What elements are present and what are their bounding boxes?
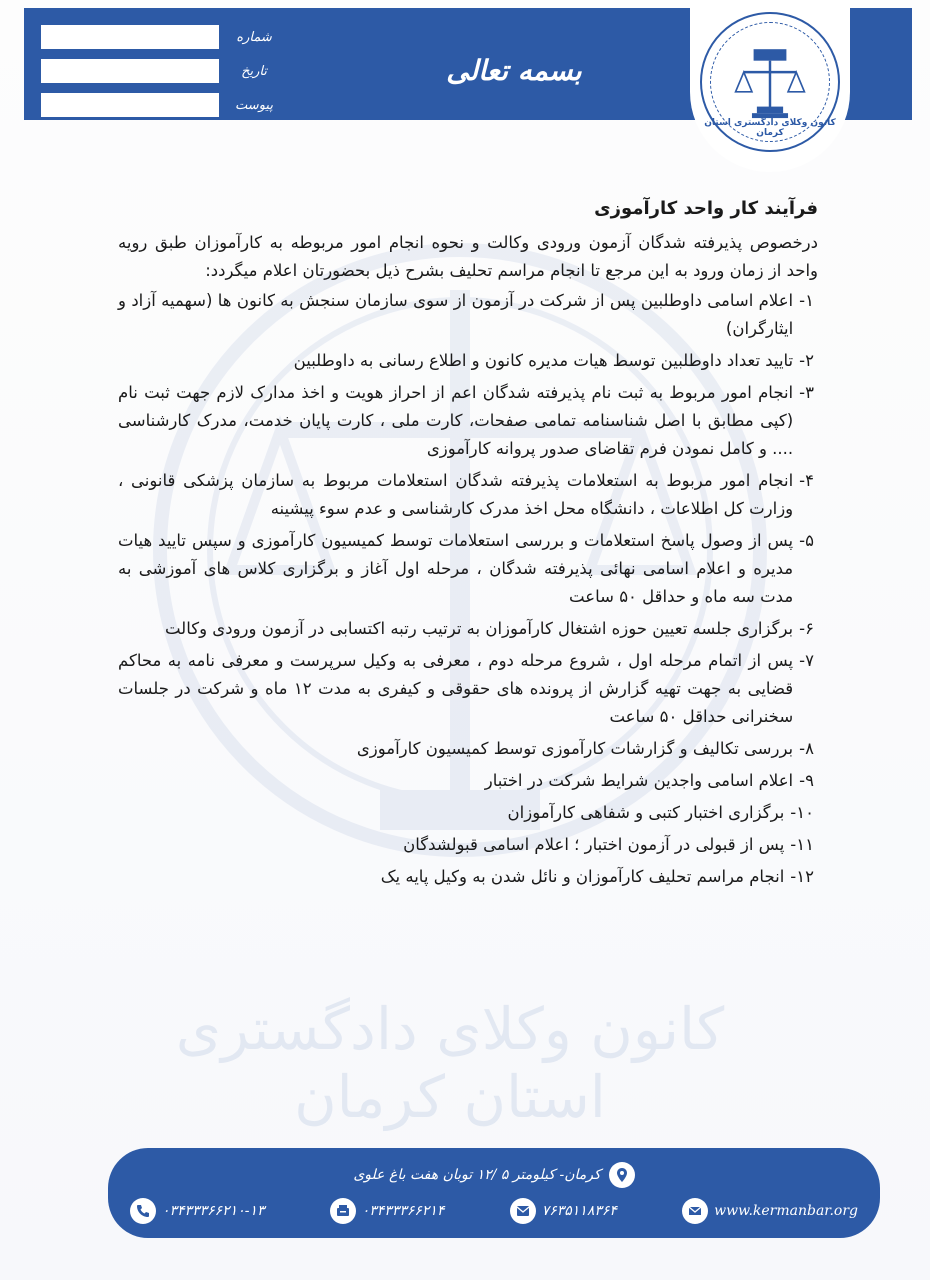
address-text: کرمان- کیلومتر ۵ /۱۲ توبان هفت باغ علوی [353,1167,601,1183]
phone-icon [130,1198,156,1224]
step-text: تایید تعداد داوطلبین توسط هیات مدیره کانون و اطلاع رسانی به داوطلبین [293,351,794,370]
step-number: ۱- [799,291,814,310]
step-text: انجام امور مربوط به ثبت نام پذیرفته شدگان اعم از احراز هویت و اخذ مدارک لازم جهت ثبت نام (کپی مطابق با اصل شناسنامه تمامی صفحات، کارت ملی ، کارت پایان خدمت، مدرک کارشناسی .... و کامل نمودن فرم تقاضای صدور پروانه کارآموزی [118,383,794,458]
step-number: ۷- [799,651,814,670]
list-item [118,799,814,827]
step-text: انجام امور مربوط به استعلامات پذیرفته شدگان استعلامات مربوط به سازمان پزشکی قانونی ، وزارت کل اطلاعات ، دانشگاه محل اخذ مدرک کارشناسی و عدم سوء پیشینه [118,471,794,518]
logo-panel [690,0,850,172]
step-number: ۶- [799,619,814,638]
step-number: ۸- [799,739,814,758]
document-body [118,195,818,895]
step-text: اعلام اسامی واجدین شرایط شرکت در اختبار [484,771,794,790]
step-text: انجام مراسم تحلیف کارآموزان و نائل شدن به وکیل پایه یک [380,867,785,886]
step-number: ۲- [799,351,814,370]
step-number: ۱۱- [790,835,814,854]
watermark-text: کانون وکلای دادگستری استان کرمان [175,995,725,1131]
list-item [118,767,814,795]
step-text: اعلام اسامی داوطلبین پس از شرکت در آزمون از سوی سازمان سنجش به کانون ها (سهمیه آزاد و ایثارگران) [118,291,794,338]
phone-number[interactable]: ۰۳۴۳۳۳۶۶۲۱۰-۱۳ [162,1203,265,1219]
list-item [118,379,814,463]
meta-row-number [40,24,290,50]
location-icon [609,1162,635,1188]
list-item [118,735,814,763]
postal-icon [510,1198,536,1224]
basmala-heading: بسمه تعالی [446,54,582,87]
attachment-field [41,93,219,117]
postal-contact [510,1198,617,1224]
website-contact [682,1198,858,1224]
meta-row-attachment [40,92,290,118]
number-field [41,25,219,49]
steps-list [118,287,818,891]
step-number: ۱۲- [790,867,814,886]
step-number: ۹- [799,771,814,790]
contacts-row [130,1198,858,1224]
step-text: برگزاری اختبار کتبی و شفاهی کارآموزان [507,803,785,822]
letter-footer [108,1148,880,1238]
list-item [118,863,814,891]
logo-caption: کانون وکلای دادگستری استان کرمان [704,118,836,138]
fax-contact [330,1198,445,1224]
step-number: ۴- [799,471,814,490]
step-number: ۵- [799,531,814,550]
step-text: پس از وصول پاسخ استعلامات و بررسی استعلامات توسط کمیسیون کارآموزی و سپس تایید هیات مدیره و اعلام اسامی نهائی پذیرفته شدگان ، مرحله اول آغاز و برگزاری کلاس های آموزشی به مدت سه ماه و حداقل ۵۰ ساعت [118,531,794,606]
step-number: ۳- [799,383,814,402]
step-text: برگزاری جلسه تعیین حوزه اشتغال کارآموزان به ترتیب رتبه اکتسابی در آزمون ورودی وکالت [164,619,794,638]
address-line [108,1162,880,1188]
date-label: تاریخ [219,59,289,83]
scales-emblem-icon [729,41,811,123]
meta-row-date [40,58,290,84]
list-item [118,615,814,643]
website-link[interactable]: www.kermanbar.org [714,1203,858,1219]
meta-box [40,24,290,118]
list-item [118,831,814,859]
date-field [41,59,219,83]
list-item [118,347,814,375]
fax-number: ۰۳۴۳۳۳۶۶۲۱۴ [361,1203,445,1219]
list-item [118,287,814,343]
document-intro: درخصوص پذیرفته شدگان آزمون ورودی وکالت و نحوه انجام امور مربوطه به کارآموزان طبق رویه واحد از زمان ورود به این مرجع تا انجام مراسم تحلیف بشرح ذیل بحضورتان اعلام میگردد: [118,233,818,280]
mail-icon [682,1198,708,1224]
step-text: پس از قبولی در آزمون اختبار ؛ اعلام اسامی قبولشدگان [403,835,785,854]
step-number: ۱۰- [790,803,814,822]
step-text: بررسی تکالیف و گزارشات کارآموزی توسط کمیسیون کارآموزی [356,739,794,758]
list-item [118,647,814,731]
step-text: پس از اتمام مرحله اول ، شروع مرحله دوم ، معرفی به وکیل سرپرست و معرفی نامه به محاکم قضایی به جهت تهیه گزارش از پرونده های حقوقی و کیفری به مدت ۱۲ ماه و شرکت در جلسات سخنرانی حداقل ۵۰ ساعت [118,651,794,726]
fax-icon [330,1198,356,1224]
phone-contact [130,1198,264,1224]
number-label: شماره [219,25,289,49]
attachment-label: پیوست [219,93,289,117]
list-item [118,467,814,523]
list-item [118,527,814,611]
document-title: فرآیند کار واحد کارآموزی [594,198,818,219]
postal-code: ۷۶۳۵۱۱۸۳۶۴ [541,1203,617,1219]
bar-association-logo [700,12,840,152]
